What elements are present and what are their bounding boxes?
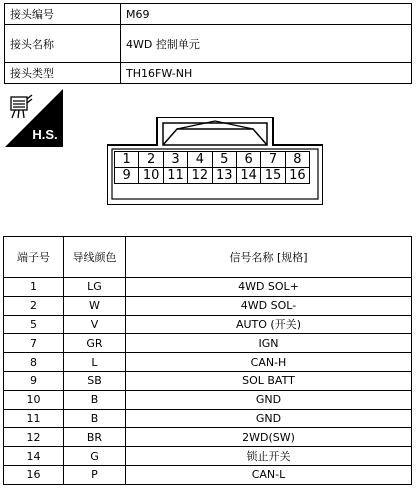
- signal-name-cell: GND: [126, 390, 412, 409]
- pin: 11: [163, 168, 187, 184]
- connector-pin-grid: [114, 151, 310, 184]
- table-row: [4, 334, 412, 353]
- signal-name-cell: AUTO (开关): [126, 315, 412, 334]
- table-row: [4, 315, 412, 334]
- info-row: [5, 4, 412, 25]
- signal-name-cell: IGN: [126, 334, 412, 353]
- pin-row-bottom: [115, 168, 310, 184]
- wire-color-cell: SB: [64, 371, 126, 390]
- pin-row-top: [115, 152, 310, 168]
- signal-name-cell: CAN-L: [126, 465, 412, 484]
- signal-name-cell: SOL BATT: [126, 371, 412, 390]
- info-key: 接头编号: [5, 4, 121, 25]
- pin: 1: [115, 152, 139, 168]
- terminal-cell: 10: [4, 390, 64, 409]
- harness-side-connector-icon: [11, 95, 32, 118]
- pin: 6: [236, 152, 260, 168]
- wire-color-cell: BR: [64, 428, 126, 447]
- info-value: 4WD 控制单元: [121, 25, 412, 63]
- pin: 5: [212, 152, 236, 168]
- wire-color-cell: B: [64, 409, 126, 428]
- terminal-cell: 14: [4, 447, 64, 466]
- hs-label: H.S.: [32, 127, 58, 142]
- pin: 9: [115, 168, 139, 184]
- signal-name-cell: 锁止开关: [126, 447, 412, 466]
- wire-color-cell: G: [64, 447, 126, 466]
- table-row: [4, 353, 412, 372]
- signal-name-cell: 2WD(SW): [126, 428, 412, 447]
- pin: 7: [261, 152, 285, 168]
- terminal-cell: 5: [4, 315, 64, 334]
- table-row: [4, 428, 412, 447]
- signal-name-cell: GND: [126, 409, 412, 428]
- pin: 15: [261, 168, 285, 184]
- info-key: 接头名称: [5, 25, 121, 63]
- info-row: [5, 63, 412, 84]
- hs-connector-icon: [5, 89, 63, 147]
- terminal-cell: 9: [4, 371, 64, 390]
- terminal-cell: 1: [4, 278, 64, 297]
- terminal-cell: 16: [4, 465, 64, 484]
- header-wire-color: 导线颜色: [64, 237, 126, 278]
- signal-name-cell: 4WD SOL+: [126, 278, 412, 297]
- wire-color-cell: GR: [64, 334, 126, 353]
- pin: 2: [139, 152, 163, 168]
- table-row: [4, 278, 412, 297]
- wire-color-cell: P: [64, 465, 126, 484]
- table-row: [4, 465, 412, 484]
- wire-color-cell: B: [64, 390, 126, 409]
- signal-name-cell: 4WD SOL-: [126, 296, 412, 315]
- pin: 8: [285, 152, 309, 168]
- pin: 10: [139, 168, 163, 184]
- info-key: 接头类型: [5, 63, 121, 84]
- terminal-cell: 8: [4, 353, 64, 372]
- table-row: [4, 447, 412, 466]
- terminal-table: [3, 236, 412, 485]
- pin: 13: [212, 168, 236, 184]
- pin: 3: [163, 152, 187, 168]
- signal-name-cell: CAN-H: [126, 353, 412, 372]
- table-row: [4, 390, 412, 409]
- terminal-table-header: [4, 237, 412, 278]
- pin: 14: [236, 168, 260, 184]
- terminal-cell: 2: [4, 296, 64, 315]
- terminal-cell: 12: [4, 428, 64, 447]
- wire-color-cell: L: [64, 353, 126, 372]
- info-value: TH16FW-NH: [121, 63, 412, 84]
- connector-info-table: [4, 3, 412, 84]
- info-value: M69: [121, 4, 412, 25]
- wire-color-cell: W: [64, 296, 126, 315]
- table-row: [4, 409, 412, 428]
- terminal-cell: 7: [4, 334, 64, 353]
- table-row: [4, 371, 412, 390]
- table-row: [4, 296, 412, 315]
- info-row: [5, 25, 412, 63]
- terminal-cell: 11: [4, 409, 64, 428]
- header-terminal: 端子号: [4, 237, 64, 278]
- pin: 12: [188, 168, 212, 184]
- header-signal-name: 信号名称 [规格]: [126, 237, 412, 278]
- wire-color-cell: V: [64, 315, 126, 334]
- wire-color-cell: LG: [64, 278, 126, 297]
- pin: 16: [285, 168, 309, 184]
- pin: 4: [188, 152, 212, 168]
